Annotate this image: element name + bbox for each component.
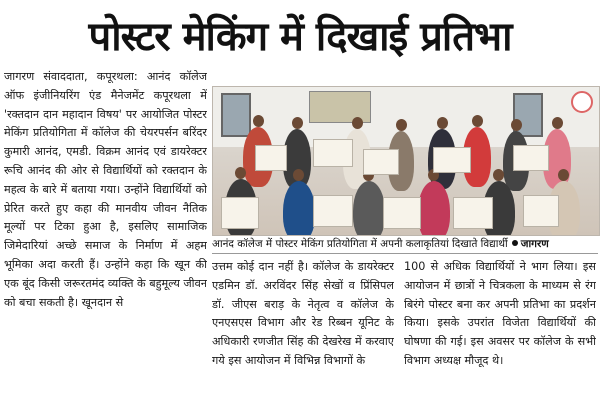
article-column-left: जागरण संवाददाता, कपूरथला: आनंद कॉलेज ऑफ इंजीनियरिंग एंड मैनेजमेंट कपूरथला में 'रक्तदान दान महादान विषय' पर आयोजित पोस्टर मेकिंग प्रतियोगिता में कॉलेज की चेयरपर्सन बरिंदर कुमारी आनंद, एमडी. विक्रम आनंद एवं डायरेक्टर रूचि आनंद की ओर से विद्यार्थियों को रक्तदान के महत्व के बारे में बताया गया। उन्होंने विद्यार्थियों को प्रेरित करते हुए कहा की मानवीय जीवन नैतिक मूल्यों पर टिका हुआ है, इसलिए सामाजिक जिमेदारियां अच्छे समाज के निर्माण में अहम भूमिका अदा करती हैं। उन्होंने कहा कि खून की एक बूंद किसी जरूरतमंद व्यक्ति के बहुमूल्य जीवन को बचा सकती है। खूनदान से [4, 70, 207, 309]
photo-poster [221, 197, 259, 229]
photo-person-head [511, 119, 522, 131]
caption-divider [212, 253, 598, 254]
photo-poster [313, 195, 353, 227]
photo-caption-text: आनंद कॉलेज में पोस्टर मेकिंग प्रतियोगिता में अपनी कलाकृतियां दिखाते विद्यार्थी [212, 238, 508, 250]
article-column-right: 100 से अधिक विद्यार्थियों ने भाग लिया। इस आयोजन में छात्रों ने चित्रकला के माध्यम से रंग बिरंगे पोस्टर बना कर अपनी प्रतिभा का प्रदर्शन किया। इसके उपरांत विजेता विद्यार्थियों की घोषणा की गई। इस अवसर पर कॉलेज के सभी विभाग अध्यक्ष मौजूद थे। [404, 260, 596, 367]
photo-window [221, 93, 251, 137]
photo-poster [255, 145, 287, 171]
photo-person-head [352, 117, 363, 129]
photo-person-head [493, 169, 504, 181]
photo-person-head [558, 169, 569, 181]
photo-poster [363, 149, 399, 175]
bullet-icon [512, 240, 518, 246]
photo-person-head [235, 167, 246, 179]
photo-person [353, 181, 385, 236]
news-photo [212, 86, 600, 236]
photo-credit: जागरण [520, 238, 549, 250]
photo-poster [453, 197, 493, 229]
headline: पोस्टर मेकिंग में दिखाई प्रतिभा [88, 13, 512, 60]
photo-emblem-icon [571, 91, 593, 113]
photo-person-head [293, 169, 304, 181]
photo-poster [313, 139, 353, 167]
photo-person-head [253, 115, 264, 127]
photo-person-head [472, 115, 483, 127]
photo-person [283, 181, 315, 236]
photo-caption [212, 236, 598, 252]
photo-poster [433, 147, 471, 173]
photo-person-head [552, 117, 563, 129]
photo-person-head [292, 117, 303, 129]
photo-poster [383, 197, 421, 229]
photo-person-head [396, 119, 407, 131]
article-column-middle: उत्तम कोई दान नहीं है। कॉलेज के डायरेक्टर एडमिन डॉ. अरविंदर सिंह सेखों व प्रिंसिपल डॉ. जीएस बराड़ के नेतृत्व व कॉलेज के एनएसएस विभाग और रेड रिब्बन यूनिट के अधिकारी रणजीत सिंह की देखरेख में करवाए गये इस आयोजन में विभिन्न विभागों के [212, 260, 394, 367]
photo-poster [523, 195, 559, 227]
photo-person [418, 181, 450, 236]
photo-person-head [437, 117, 448, 129]
photo-poster [513, 145, 549, 171]
